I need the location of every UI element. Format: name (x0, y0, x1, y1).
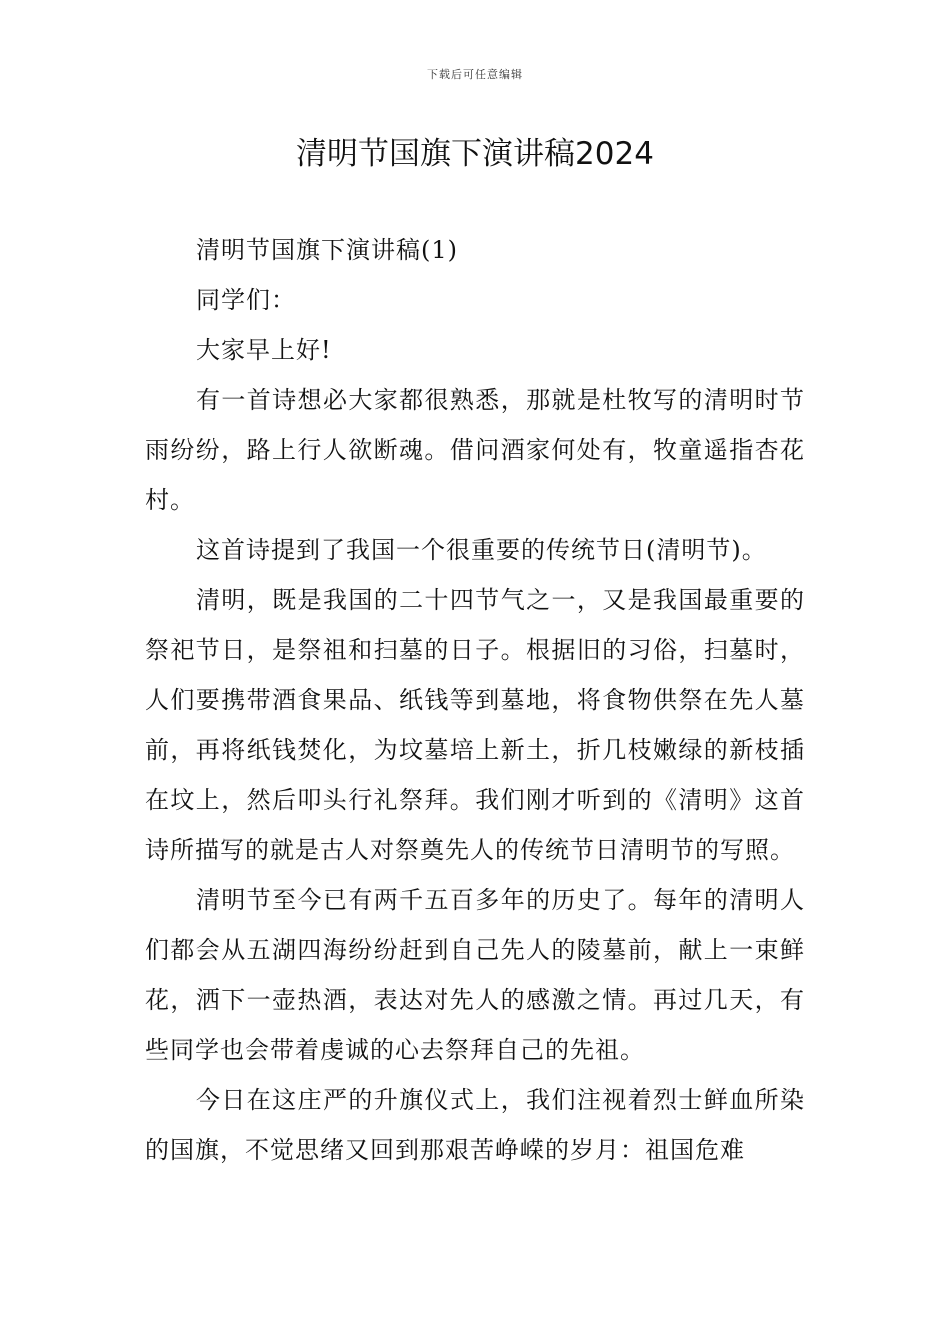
document-body (145, 225, 805, 1175)
salutation: 同学们： (196, 286, 296, 314)
document-title: 清明节国旗下演讲稿2024 (296, 136, 654, 172)
body-paragraph: 清明节至今已有两千五百多年的历史了。每年的清明人们都会从五湖四海纷纷赶到自己先人的陵墓前，献上一束鲜花，洒下一壶热酒，表达对先人的感激之情。再过几天，有些同学也会带着虔诚的心去祭拜自己的先祖。 (145, 886, 805, 1064)
header-note: 下载后可任意编辑 (427, 68, 523, 81)
speech-subtitle: 清明节国旗下演讲稿(1) (196, 236, 458, 264)
greeting: 大家早上好! (196, 336, 332, 364)
body-paragraph: 清明，既是我国的二十四节气之一，又是我国最重要的祭祀节日，是祭祖和扫墓的日子。根据旧的习俗，扫墓时，人们要携带酒食果品、纸钱等到墓地，将食物供祭在先人墓前，再将纸钱焚化，为坟墓培上新土，折几枝嫩绿的新枝插在坟上，然后叩头行礼祭拜。我们刚才听到的《清明》这首诗所描写的就是古人对祭奠先人的传统节日清明节的写照。 (145, 586, 805, 864)
body-paragraph: 这首诗提到了我国一个很重要的传统节日(清明节)。 (196, 536, 767, 564)
body-paragraph: 有一首诗想必大家都很熟悉，那就是杜牧写的清明时节雨纷纷，路上行人欲断魂。借问酒家何处有，牧童遥指杏花村。 (145, 386, 805, 514)
body-paragraph: 今日在这庄严的升旗仪式上，我们注视着烈士鲜血所染的国旗，不觉思绪又回到那艰苦峥嵘的岁月：祖国危难 (145, 1086, 805, 1164)
